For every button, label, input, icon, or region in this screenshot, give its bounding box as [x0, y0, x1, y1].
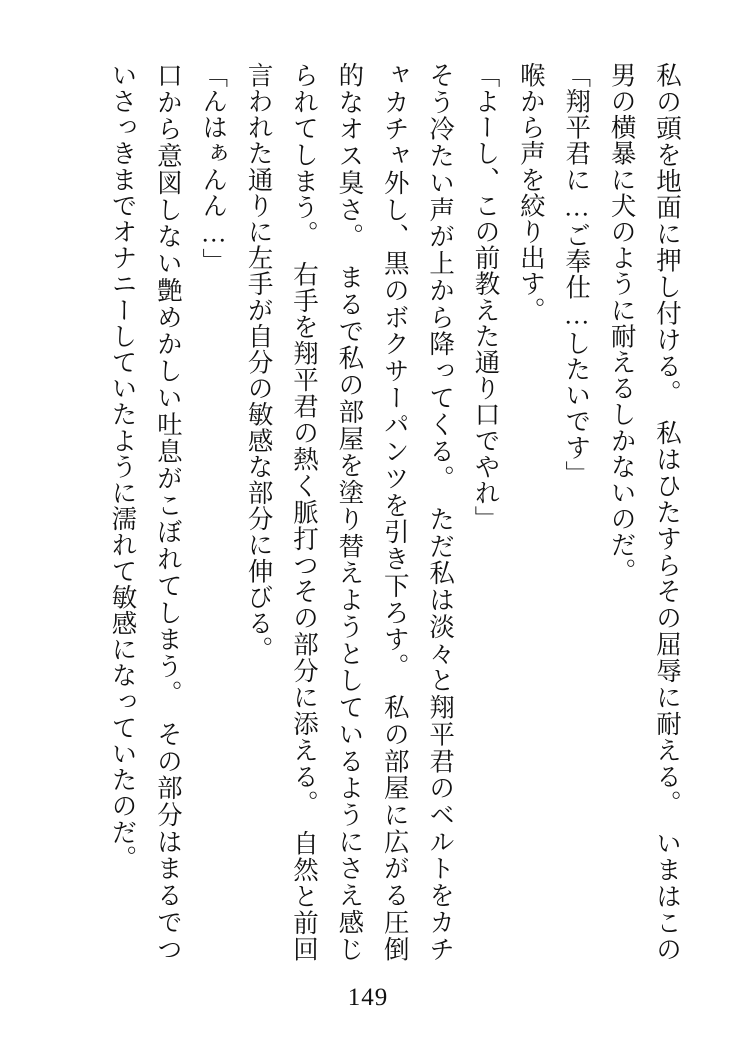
paragraph: 「翔平君に…ご奉仕…したいです」 — [562, 62, 592, 487]
paragraph: 口から意図しない艶めかしい吐息がこぼれてしまう。 その部分はまるでついさっきまでオナニーしていたように濡れて敏感になっていたのだ。 — [108, 62, 183, 962]
paragraph: 喉から声を絞り出す。 — [516, 62, 546, 323]
paragraph: 私の頭を地面に押し付ける。 私はひたすらその屈辱に耐える。 いまはこの男の横暴に犬のように耐えるしかないのだ。 — [607, 62, 682, 962]
paragraph: 「よーし、この前教えた通り口でやれ」 — [471, 62, 501, 532]
page-number: 149 — [347, 984, 389, 1011]
paragraph: 「んはぁんん…」 — [199, 62, 229, 275]
page-body-text — [46, 62, 690, 962]
paragraph: そう冷たい声が上から降ってくる。 ただ私は淡々と翔平君のベルトをカチャカチャ外し、黒のボクサーパンツを引き下ろす。 私の部屋に広がる圧倒的なオス臭さ。 まるで私の部屋を塗り替えようとしているようにさえ感じられてしまう。 右手を翔平君の熱く脈打つその部分に添える。 自然と前回言われた通りに左手が自分の敏感な部分に伸びる。 — [244, 62, 456, 962]
